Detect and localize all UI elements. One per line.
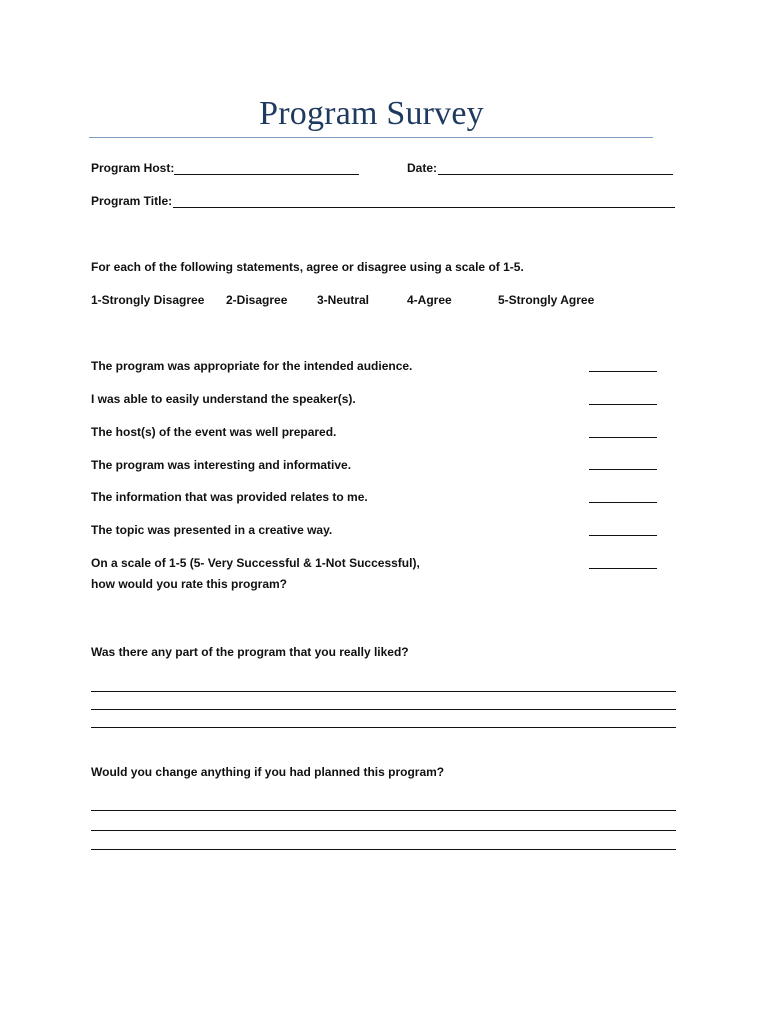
date-label: Date: — [407, 161, 438, 175]
scale-item-4: 4-Agree — [407, 293, 452, 307]
program-host-label: Program Host: — [91, 161, 175, 175]
scale-item-3: 3-Neutral — [317, 293, 370, 307]
open-question-1: Was there any part of the program that you really liked? — [91, 645, 409, 659]
scale-item-1: 1-Strongly Disagree — [91, 293, 205, 307]
scale-item-5: 5-Strongly Agree — [498, 293, 595, 307]
answer-line-1a[interactable] — [91, 691, 676, 692]
program-title-label: Program Title: — [91, 194, 173, 208]
rating-field-5[interactable] — [589, 502, 657, 503]
statement-2: I was able to easily understand the speaker(s). — [91, 392, 356, 406]
rating-field-7[interactable] — [589, 568, 657, 569]
instructions-text: For each of the following statements, agree or disagree using a scale of 1-5. — [91, 260, 524, 274]
rating-field-6[interactable] — [589, 535, 657, 536]
open-question-2: Would you change anything if you had planned this program? — [91, 765, 445, 779]
rating-field-3[interactable] — [589, 437, 657, 438]
rating-field-1[interactable] — [589, 371, 657, 372]
statement-4: The program was interesting and informative. — [91, 458, 352, 472]
answer-line-2b[interactable] — [91, 830, 676, 831]
program-title-field[interactable] — [173, 207, 675, 208]
title-divider — [89, 137, 653, 138]
statement-6: The topic was presented in a creative way. — [91, 523, 333, 537]
answer-line-2c[interactable] — [91, 849, 676, 850]
answer-line-1c[interactable] — [91, 727, 676, 728]
statement-7: On a scale of 1-5 (5- Very Successful & 1-Not Successful), — [91, 556, 420, 570]
program-host-field[interactable] — [174, 174, 359, 175]
rating-field-2[interactable] — [589, 404, 657, 405]
statement-3: The host(s) of the event was well prepared. — [91, 425, 337, 439]
answer-line-1b[interactable] — [91, 709, 676, 710]
date-field[interactable] — [438, 174, 673, 175]
scale-item-2: 2-Disagree — [226, 293, 288, 307]
statement-7-continuation: how would you rate this program? — [91, 577, 288, 591]
statement-5: The information that was provided relates to me. — [91, 490, 368, 504]
rating-field-4[interactable] — [589, 469, 657, 470]
page-title: Program Survey — [259, 95, 484, 132]
statement-1: The program was appropriate for the intended audience. — [91, 359, 413, 373]
answer-line-2a[interactable] — [91, 810, 676, 811]
